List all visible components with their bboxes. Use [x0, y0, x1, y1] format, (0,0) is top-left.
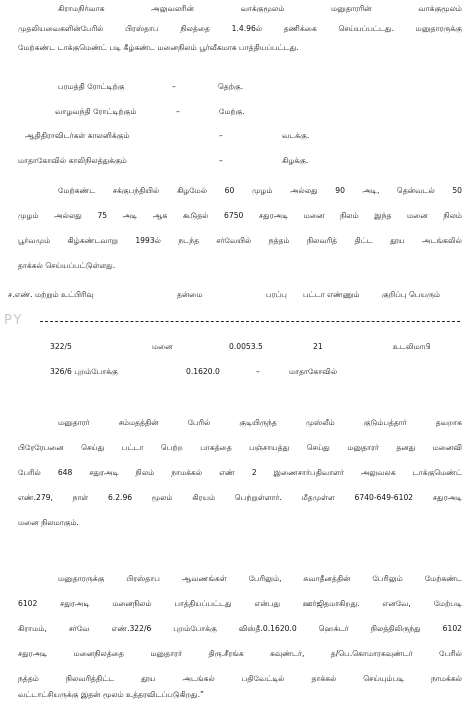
- table-header-remarks: குறிப்பு பெயரும்: [382, 290, 441, 299]
- table-cell-remarks: மாதாகோவில்: [289, 367, 338, 376]
- table-cell-nature: மனை: [152, 342, 173, 351]
- table-cell-survey-number: 322/5: [50, 342, 72, 351]
- boundary-direction-north: வடக்கு.: [282, 131, 310, 140]
- para3-line1: மனுதாரர் சம்மதத்தின் பேரில் குடியிருந்த முஸ்லீம் குடும்பத்தார் தவறாக: [58, 418, 462, 427]
- boundary-label-east: மாதாகோவில் காலிநிலத்துக்கும்: [18, 156, 127, 165]
- para1-line2: முதலியவைகளின்பேரில் பிரஸ்தாப நிலத்தை 1.4.96ல் தணிக்கை செய்யப்பட்டது. மனுதாரருக்கு: [18, 24, 462, 33]
- table-header-survey-number: ச.எண். மற்றும் உட்பிரிவு: [8, 290, 94, 299]
- boundary-label-north: ஆதிதிராவிடர்கள் காலனிக்கும்: [25, 131, 130, 140]
- table-cell-area: 0.1620.0: [186, 367, 220, 376]
- para4-line6: வட்டாட்சியருக்கு இதன் மூலம் உத்தரவிடப்படுகிறது.”: [18, 690, 204, 699]
- para4-line2: 6102 சதுரஅடி மனைநிலம் பாத்தியப்பட்டது என்பது ஊர்ஜிதமாகிறது. எனவே, மேற்படி: [18, 599, 462, 608]
- boundary-dash: –: [219, 156, 223, 165]
- watermark: PY: [4, 313, 24, 328]
- table-cell-area: 0.0053.5: [229, 342, 263, 351]
- table-header-nature: தன்மை: [177, 290, 203, 299]
- para3-line5: மனை நிலமாகும்.: [18, 518, 79, 527]
- boundary-dash: –: [176, 107, 180, 116]
- boundary-direction-west: மேற்கு.: [219, 107, 245, 116]
- table-header-patta-number: பட்டா எண்ணும்: [303, 290, 360, 299]
- para1-line1: கிராமநிர்வாக அலுவலரின் வாக்குமூலம் மனுதாரரின் வாக்குமூலம்: [58, 4, 462, 13]
- boundary-direction-east: கிழக்கு.: [282, 156, 309, 165]
- para4-line4: சதுரஅடி மனைநிலத்தை மனுதாரர் திரு.சீரங்க கவுண்டர், த/பெ.கொமாரகவுண்டர் பேரில்: [18, 649, 462, 658]
- table-cell-patta-number: 21: [313, 342, 323, 351]
- table-cell-patta-number: –: [256, 367, 260, 376]
- para2-line4: தாக்கல் செய்யப்பட்டுள்ளது.: [18, 261, 116, 270]
- para3-line3: பேரில் 648 சதுரஅடி நிலம் நாமக்கல் எண் 2 இணைசார்பதிவாளர் அலுவலக டாக்குமெண்ட்: [18, 468, 462, 477]
- para1-line3: மேற்கண்ட டாக்குமெண்ட் படி கீழ்கண்ட மனைநிலம் பூர்வீகமாக பாத்தியப்பட்டது.: [18, 43, 299, 52]
- para2-line2: முழம் அல்லது 75 அடி ஆக கூடுதல் 6750 சதுரஅடி மனை நிலம் இந்த மனை நிலம்: [18, 211, 462, 220]
- boundary-dash: –: [219, 131, 223, 140]
- para4-line1: மனுதாரருக்கு பிரஸ்தாப ஆவணங்கள் பேரிலும், சுவாதீனத்தின் பேரிலும் மேற்கண்ட: [58, 574, 462, 583]
- para2-line3: பூர்வமும் கிழ்கண்டவாறு 1993ல் நடந்த சர்வேயில் நத்தம் நிலவரித் திட்ட தூய அடங்கலில்: [18, 236, 462, 245]
- table-divider: [40, 321, 460, 322]
- table-header-area: பரப்பு: [266, 290, 287, 299]
- boundary-direction-south: தெற்கு.: [218, 82, 244, 91]
- para3-line4: எண்.279, நாள் 6.2.96 மூலம் கிரயம் பெற்றுள்ளார். மீதமுள்ள 6740-649-6102 சதுரஅடி: [18, 493, 462, 502]
- para4-line5: நத்தம் நிலவரித்திட்ட தூய அடங்கல் பதிவேட்டில் தாக்கல் செய்யும்படி நாமக்கல்: [18, 674, 462, 683]
- para4-line3: கிராமம், சர்வே எண்.322/6 புறம்போக்கு விஸ்தீ.0.1620.0 ஹெக்டர் நிலத்திலிருந்து 6102: [18, 624, 462, 633]
- boundary-dash: –: [172, 82, 176, 91]
- table-cell-remarks: உடலிமாபி: [393, 342, 431, 351]
- para2-line1: மேற்கண்ட சக்குபந்தியில் கிழமேல் 60 முழம் அல்லது 90 அடி, தென்வடல் 50: [58, 186, 462, 195]
- boundary-label-west: வாழவந்தி ரோட்டிற்கும்: [55, 107, 137, 116]
- para3-line2: பிரேரேபனை செய்து பட்டா பெற்ற பாகத்தை பஞ்சாயத்து செய்து மனுதாரர் தனது மனைவி: [18, 443, 462, 452]
- boundary-label-south: பரமத்தி ரோட்டிற்கு: [58, 82, 125, 91]
- table-cell-survey-number: 326/6 புறம்போக்கு: [50, 367, 118, 376]
